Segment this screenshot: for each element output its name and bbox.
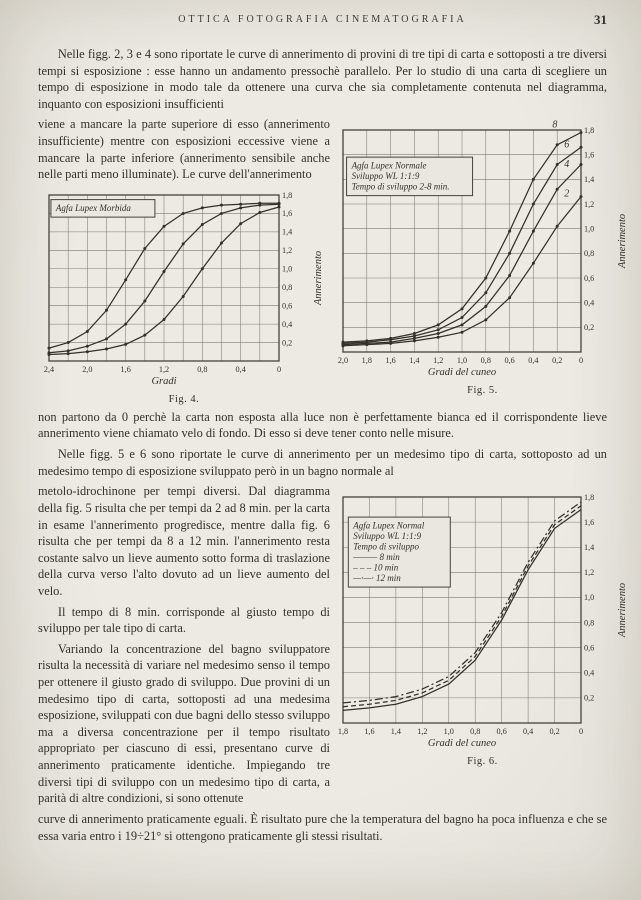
fig6-caption: Fig. 6. (467, 756, 498, 768)
svg-text:1,2: 1,2 (432, 356, 443, 366)
svg-text:0,8: 0,8 (469, 727, 480, 737)
svg-text:0,4: 0,4 (583, 668, 594, 678)
svg-text:1,2: 1,2 (583, 200, 594, 210)
running-title: OTTICA FOTOGRAFIA CINEMATOGRAFIA (178, 14, 467, 25)
svg-text:0,6: 0,6 (583, 274, 594, 284)
svg-text:Tempo di sviluppo 2-8 min.: Tempo di sviluppo 2-8 min. (351, 182, 449, 193)
svg-text:0: 0 (578, 356, 583, 366)
svg-text:1,4: 1,4 (282, 227, 293, 237)
svg-text:1,2: 1,2 (282, 246, 293, 256)
svg-text:Agfa Lupex Normal: Agfa Lupex Normal (352, 520, 424, 531)
svg-text:0,4: 0,4 (522, 727, 533, 737)
column-right-1 (336, 116, 629, 396)
svg-text:1,4: 1,4 (583, 543, 594, 553)
svg-text:8: 8 (551, 120, 557, 131)
svg-text:1,0: 1,0 (583, 593, 594, 603)
svg-text:Annerimento: Annerimento (616, 214, 628, 269)
paragraph-velo: non partono da 0 perchè la carta non esposta alla luce non è perfettamente bianca ed il corrispondente lieve annerimento viene chiamato velo di fondo. Di esso si deve tener conto nelle misure. (38, 409, 607, 441)
svg-text:0,2: 0,2 (583, 694, 594, 704)
svg-text:1,4: 1,4 (583, 175, 594, 185)
svg-text:Agfa Lupex Normale: Agfa Lupex Normale (351, 161, 427, 172)
svg-text:1,8: 1,8 (583, 493, 594, 503)
svg-text:0: 0 (578, 727, 583, 737)
figure-5 (336, 120, 629, 396)
svg-text:0,8: 0,8 (480, 356, 491, 366)
svg-text:Sviluppo WL 1:1:9: Sviluppo WL 1:1:9 (351, 171, 419, 182)
paragraph-left-3: Il tempo di 8 min. corrisponde al giusto tempo di sviluppo per tale tipo di carta. (38, 604, 330, 636)
column-right-2 (336, 483, 629, 767)
svg-text:1,2: 1,2 (158, 364, 170, 374)
svg-text:1,0: 1,0 (443, 727, 454, 737)
svg-text:Annerimento: Annerimento (313, 250, 324, 305)
figure-6 (336, 487, 629, 767)
svg-text:0,8: 0,8 (282, 282, 293, 292)
svg-text:0,4: 0,4 (235, 364, 246, 374)
svg-text:1,6: 1,6 (384, 356, 396, 366)
fig5-density-chart (337, 120, 629, 378)
section-1 (38, 116, 629, 404)
svg-text:0,4: 0,4 (583, 298, 594, 308)
svg-text:0,8: 0,8 (583, 618, 594, 628)
svg-text:1,8: 1,8 (583, 126, 594, 136)
paragraph-intro: Nelle figg. 2, 3 e 4 sono riportate le curve di annerimento di provini di tre tipi di carta e sottoposti a tre diversi tempi si esposizione : esse hanno un andamento pressochè parallelo. Per lo studio di una carta di scegliere un tempo di esposizione in modo tale da ottenere una curva che sia completamente contenuta nel diagramma, inquanto con esposizioni insufficienti (38, 47, 607, 111)
svg-text:1,0: 1,0 (456, 356, 467, 366)
svg-text:Gradi del cuneo: Gradi del cuneo (427, 367, 496, 379)
svg-text:1,4: 1,4 (390, 727, 401, 737)
svg-text:Annerimento: Annerimento (616, 583, 628, 638)
svg-text:1,2: 1,2 (583, 568, 594, 578)
svg-text:0: 0 (276, 364, 282, 374)
svg-text:0,4: 0,4 (282, 319, 293, 329)
svg-text:Sviluppo WL 1:1:9: Sviluppo WL 1:1:9 (352, 531, 421, 542)
svg-text:0,4: 0,4 (527, 356, 539, 366)
page-header (38, 14, 607, 32)
svg-text:0,2: 0,2 (548, 727, 560, 737)
svg-text:1,2: 1,2 (416, 727, 427, 737)
svg-text:1,6: 1,6 (583, 150, 594, 160)
page-number: 31 (594, 12, 607, 27)
svg-text:2,0: 2,0 (82, 364, 93, 374)
svg-text:0,2: 0,2 (583, 323, 594, 333)
svg-text:1,8: 1,8 (282, 190, 293, 200)
svg-text:1,0: 1,0 (282, 264, 293, 274)
svg-text:1,6: 1,6 (120, 364, 131, 374)
svg-text:0,2: 0,2 (282, 338, 293, 348)
svg-text:4: 4 (563, 159, 569, 171)
svg-text:0,6: 0,6 (583, 643, 594, 653)
svg-text:Gradi: Gradi (151, 375, 177, 387)
svg-text:– – – 10 min: – – – 10 min (352, 562, 398, 573)
fig6-density-chart (337, 487, 629, 749)
fig4-density-chart (43, 187, 325, 387)
column-left-2 (38, 483, 330, 811)
svg-text:——— 8 min: ——— 8 min (352, 552, 400, 563)
svg-text:1,6: 1,6 (282, 209, 293, 219)
svg-text:1,8: 1,8 (361, 356, 372, 366)
fig4-caption: Fig. 4. (168, 393, 200, 405)
fig5-caption: Fig. 5. (467, 385, 498, 397)
svg-text:—·—· 12 min: —·—· 12 min (352, 573, 401, 584)
column-left-1 (38, 116, 330, 404)
paragraph-left-1: viene a mancare la parte superiore di esso (annerimento insufficiente) mentre con esposizioni eccessive viene a mancare la parte inferiore (annerimento sensibile anche nelle parti meno illuminate). Le curve dell'annerimento (38, 117, 330, 182)
section-2 (38, 483, 629, 811)
svg-text:0,6: 0,6 (503, 356, 515, 366)
paragraph-closing: curve di annerimento praticamente eguali. È risultato pure che la temperatura del bagno ha poca influenza e che se essa varia entro i 19÷21° si ottengono praticamente gli stessi risultati. (38, 811, 607, 843)
svg-text:0,6: 0,6 (496, 727, 507, 737)
svg-text:2: 2 (563, 189, 569, 201)
svg-text:0,2: 0,2 (551, 356, 562, 366)
paragraph-left-4: Variando la concentrazione del bagno sviluppatore risulta la necessità di variare nel medesimo senso il tempo per ottenere il giusto grado di sviluppo. Due provini di un medesimo tipo di carta, sottoposti ad una medesima esposizione, sviluppati con due bagni dello stesso sviluppo ma a diversa concentrazione per il tempo risultato appropriato per ciascuno di essi, presentano curve di annerimento praticamente identiche. Impiegando tre diversi tipi di sviluppo con un medesimo tipo di carta, a parità di altre condizioni, si sono ottenute (38, 641, 330, 806)
svg-text:0,8: 0,8 (197, 364, 208, 374)
svg-text:1,4: 1,4 (408, 356, 420, 366)
paragraph-left-2: metolo-idrochinone per tempi diversi. Dal diagramma della fig. 5 risulta che per tempi da 2 ad 8 min. per la carta in esame l'annerimento progredisce, mentre dalla fig. 6 risulta che per tempi da 8 a 12 min. l'annerimento resta costante salvo un lieve aumento sotto forma di traslazione della curva verso l'alto dovuto ad un lieve aumento del velo. (38, 484, 330, 598)
svg-text:0,8: 0,8 (583, 249, 594, 259)
svg-text:Agfa Lupex Morbida: Agfa Lupex Morbida (55, 202, 131, 213)
svg-text:1,6: 1,6 (363, 727, 375, 737)
svg-text:Tempo di sviluppo: Tempo di sviluppo (352, 541, 419, 552)
figure-4 (38, 187, 330, 405)
svg-text:1,0: 1,0 (583, 224, 594, 234)
svg-text:2,4: 2,4 (43, 364, 55, 374)
paragraph-figg56: Nelle figg. 5 e 6 sono riportate le curve di annerimento per un medesimo tipo di carta, sottoposto ad un medesimo tempo di esposizione sviluppato però in un bagno normale al (38, 447, 607, 478)
svg-text:2,0: 2,0 (337, 356, 348, 366)
svg-text:0,6: 0,6 (282, 301, 293, 311)
svg-text:1,6: 1,6 (583, 518, 594, 528)
svg-text:1,8: 1,8 (337, 727, 348, 737)
svg-text:Gradi del cuneo: Gradi del cuneo (427, 738, 496, 750)
svg-text:6: 6 (563, 139, 569, 151)
